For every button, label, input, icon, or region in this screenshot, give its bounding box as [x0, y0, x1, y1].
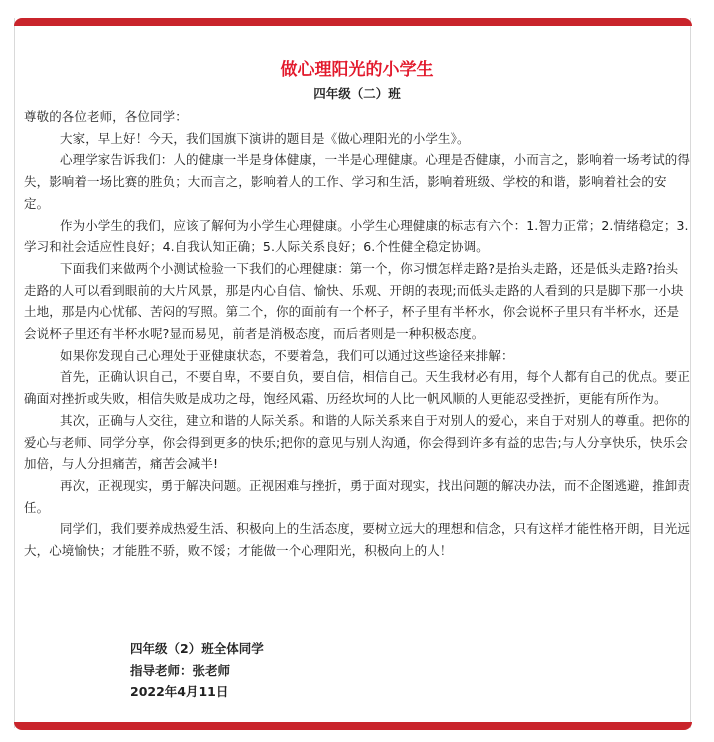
signature-group: 四年级（2）班全体同学	[130, 641, 264, 656]
paragraph: 心理学家告诉我们：人的健康一半是身体健康，一半是心理健康。心理是否健康，小而言之，影响着一场考试的得失，影响着一场比赛的胜负；大而言之，影响着人的工作、学习和生活，影响着班级、学校的和谐，影响着社会的安定。	[24, 152, 691, 211]
paragraph: 下面我们来做两个小测试检验一下我们的心理健康：第一个，你习惯怎样走路?是抬头走路，还是低头走路?抬头走路的人可以看到眼前的大片风景，那是内心自信、愉快、乐观、开朗的表现;而低头走路的人看到的只是脚下那一小块土地，那是内心忧郁、苦闷的写照。第二个，你的面前有一个杯子，杯子里有半杯水，你会说杯子里只有半杯水，还是会说杯子里还有半杯水呢?显而易见，前者是消极态度，而后者则是一种积极态度。	[24, 260, 684, 342]
signature-date: 2022年4月11日	[130, 684, 229, 699]
speech-body	[24, 106, 690, 562]
bottom-red-border	[14, 722, 692, 730]
paragraph: 首先，正确认识自己，不要自卑，不要自负，要自信，相信自己。天生我材必有用，每个人都有自己的优点。要正确面对挫折或失败，相信失败是成功之母，饱经风霜、历经坎坷的人比一帆风顺的人更能忍受挫折，更能有所作为。	[24, 369, 691, 407]
top-red-border	[14, 18, 692, 26]
paragraph: 如果你发现自己心理处于亚健康状态，不要着急，我们可以通过这些途径来排解：	[60, 347, 514, 363]
signature-teacher: 指导老师：张老师	[130, 662, 231, 678]
paragraph: 大家，早上好！今天，我们国旗下演讲的题目是《做心理阳光的小学生》。	[60, 130, 470, 146]
paragraph: 再次，正视现实，勇于解决问题。正视困难与挫折，勇于面对现实，找出问题的解决办法，而不企图逃避，推卸责任。	[24, 477, 691, 515]
speech-title: 做心理阳光的小学生	[280, 60, 434, 80]
paragraph: 作为小学生的我们，应该了解何为小学生心理健康。小学生心理健康的标志有六个：1.智力正常；2.情绪稳定；3.学习和社会适应性良好；4.自我认知正确；5.人际关系良好；6.个性健全稳定协调。	[24, 217, 689, 255]
greeting: 尊敬的各位老师，各位同学：	[24, 109, 188, 124]
paragraph: 同学们，我们要养成热爱生活、积极向上的生活态度，要树立远大的理想和信念，只有这样才能性格开朗，目光远大，心境愉快；才能胜不骄，败不馁；才能做一个心理阳光，积极向上的人！	[24, 521, 691, 559]
paragraph: 其次，正确与人交往，建立和谐的人际关系。和谐的人际关系来自于对别人的爱心，来自于对别人的尊重。把你的爱心与老师、同学分享，你会得到更多的快乐;把你的意见与别人沟通，你会得到许多有益的忠告;与人分享快乐，快乐会加倍，与人分担痛苦，痛苦会减半!	[24, 412, 691, 472]
signature-block	[130, 638, 264, 703]
class-name: 四年级（二）班	[313, 86, 401, 101]
